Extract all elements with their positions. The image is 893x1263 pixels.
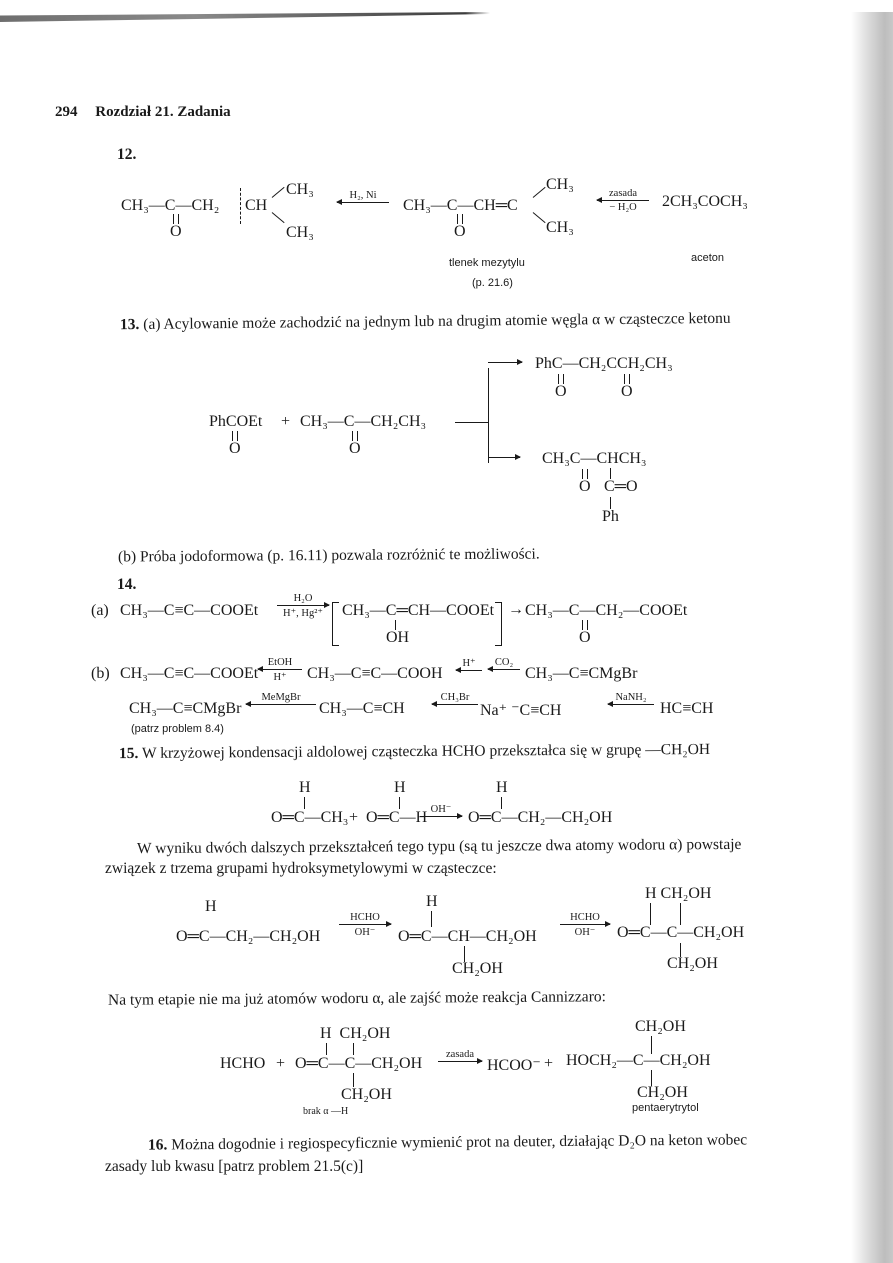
p12-cleavage-dashed-line: [240, 188, 241, 224]
chapter-title: Rozdział 21. Zadania: [95, 104, 231, 120]
p15-eq1-h3: H: [496, 779, 508, 796]
p15-eq1-bond1: [304, 797, 305, 809]
p15-eq3-bond-a: [326, 1043, 327, 1055]
p15-eq3-p1: HCOO⁻: [487, 1057, 541, 1074]
p12-mesityl-ch3-bottom: CH₃: [546, 219, 574, 236]
p13-r2-o: O: [349, 440, 361, 457]
p15-eq1-product: O═C—CH₂—CH₂OH: [468, 809, 613, 826]
p15-eq1-arrow: [420, 803, 462, 818]
p14a-enol: CH₃—C═CH—COOEt: [342, 602, 495, 619]
p15-eq1-arrow-label: OH⁻: [430, 804, 452, 815]
p15-eq2-bond-s3a: [650, 903, 651, 925]
p12-arrow-condensation: [597, 188, 649, 213]
p12-mesityl-o: O: [454, 223, 466, 240]
p15-eq3-r2-top: H CH₂OH: [320, 1025, 391, 1042]
p12-mesityl-ch3-top: CH₃: [546, 176, 574, 193]
p12-arrow2-top: zasada: [609, 188, 637, 199]
p13-p1-o2: O: [621, 383, 633, 400]
p14b-acid: CH₃—C≡C—COOH: [307, 665, 443, 682]
problem-13-text-b: (b) Próba jodoformowa (p. 16.11) pozwala rozróżnić te możliwości.: [117, 545, 540, 566]
p15-eq2-arrow2: [560, 912, 610, 938]
p14b-arrow-memgbr: [246, 692, 316, 706]
p12-product-ch3-bottom: CH₃: [286, 224, 314, 241]
p13-reactant1: PhCOEt: [209, 413, 263, 430]
p12-product-chain: CH₃—C—CH₂: [121, 197, 220, 214]
p16-text-1: Można dogodnie i regiospecyficznie wymienić prot na deuter, działając D₂O na keton wobec: [171, 1131, 748, 1154]
problem-12-number: 12.: [117, 146, 137, 163]
p13-arrow-upper: [488, 361, 522, 364]
p14b-arrow1-bottom: H⁺: [273, 672, 287, 683]
p14a-enol-oh: OH: [386, 629, 410, 646]
p14a-reactant: CH₃—C≡C—COOEt: [120, 602, 259, 619]
p15-eq3-arrow-label: zasada: [446, 1049, 474, 1060]
p13-p2-o: O: [579, 478, 591, 495]
p15-eq1-bond2: [399, 797, 400, 809]
p14b-arrow-ch3br: [432, 692, 478, 706]
p14b-propyne: CH₃—C≡CH: [319, 700, 405, 717]
p15-eq3-r2: O═C—C—CH₂OH: [295, 1055, 423, 1072]
p14b-arrow5-top: CH₃Br: [440, 692, 470, 703]
p15-eq3-plus: +: [276, 1055, 286, 1072]
p13-p2-co: C═O: [604, 478, 638, 495]
p14a-bracket-right: [495, 602, 502, 646]
p15-eq3-note-right: pentaerytrytol: [632, 1102, 699, 1114]
p12-bond-up: [272, 187, 285, 198]
p12-arrow1-label: H₂, Ni: [349, 190, 377, 201]
p14b-arrow-esterification: [258, 657, 302, 683]
p12-mesityl-ref: (p. 21.6): [472, 277, 513, 289]
p14b-arrow-nanh2: [608, 692, 654, 706]
p15-eq3-arrow: [438, 1049, 482, 1063]
p13-p1-o1: O: [555, 383, 567, 400]
p15-eq3-p2-top: CH₂OH: [635, 1018, 686, 1035]
p15-eq1-r1: O═C—CH₃: [271, 809, 349, 826]
p13-product2: CH₃C—CHCH₃: [542, 450, 647, 467]
p15-paragraph-1: W wyniku dwóch dalszych przekształceń tego typu (są tu jeszcze dwa atomy wodoru α) powstaje: [136, 835, 742, 858]
p15-eq3-r1: HCHO: [220, 1055, 266, 1072]
p12-product-ch: CH: [245, 197, 268, 214]
p15-eq1-h2: H: [394, 779, 406, 796]
p15-paragraph-1b: związek z trzema grupami hydroksymetylowymi w cząsteczce:: [105, 860, 497, 877]
p15-eq3-plus2: +: [544, 1055, 554, 1072]
p14a-label: (a): [91, 602, 109, 619]
p12-arrow-hydrogenation: [337, 190, 389, 204]
p13-r1-o: O: [229, 440, 241, 457]
p14b-acetylene: HC≡CH: [660, 700, 714, 717]
problem-16-number: 16.: [147, 1136, 168, 1154]
p13-branch-stem: [455, 422, 488, 423]
p15-eq2-s2-sub: CH₂OH: [452, 960, 503, 977]
p14b-arrow-protonation: [456, 657, 482, 672]
scan-edge-shadow: [0, 12, 490, 22]
p12-reactant: 2CH₃COCH₃: [662, 193, 748, 210]
p14b-arrow4-top: MeMgBr: [261, 692, 301, 703]
p15-eq2-bond-s3b: [680, 903, 681, 925]
p15-eq3-bond-b: [353, 1043, 354, 1055]
problem-15-number: 15.: [118, 744, 139, 763]
p14b-grignard-2: CH₃—C≡CMgBr: [129, 700, 242, 717]
p14a-bracket-left: [332, 602, 339, 646]
p15-paragraph-2: Na tym etapie nie ma już atomów wodoru α, ale zajść może reakcja Cannizzaro:: [107, 988, 606, 1009]
p14b-arrow3-top: CO₂: [494, 657, 514, 668]
p15-eq2-h2: H: [426, 893, 438, 910]
p15-eq2-h1: H: [205, 898, 217, 915]
p15-eq2-s3-top: H CH₂OH: [645, 885, 712, 902]
p13-text-a: (a) Acylowanie może zachodzić na jednym lub na drugim atomie węgla α w cząsteczce ketonu: [143, 309, 731, 333]
p14a-product-o: O: [579, 629, 591, 646]
p12-product-o: O: [170, 223, 182, 240]
problem-13-number: 13.: [119, 315, 140, 334]
p15-eq2-arrow1: [339, 912, 391, 938]
p12-bond-down: [272, 212, 285, 223]
p15-eq3-p2: HOCH₂—C—CH₂OH: [566, 1052, 711, 1069]
p12-arrow2-bottom: − H₂O: [609, 202, 637, 213]
p14b-ester: CH₃—C≡C—COOEt: [120, 665, 259, 682]
p12-mesityl-name: tlenek mezytylu: [449, 257, 525, 269]
p13-reactant2: CH₃—C—CH₂CH₃: [300, 413, 427, 430]
p14b-arrow1-top: EtOH: [267, 657, 293, 668]
p15-eq3-p2-sub: CH₂OH: [637, 1084, 688, 1101]
page-header: [55, 104, 231, 121]
problem-16-text-1: [148, 1131, 747, 1154]
p13-branch-vertical: [488, 368, 489, 463]
p15-eq2-s3: O═C—C—CH₂OH: [617, 924, 745, 941]
p12-mesityl-bond-up: [533, 187, 546, 198]
problem-15-intro: [119, 741, 710, 763]
p15-eq1-r2: O═C—H: [366, 809, 428, 826]
p12-product-ch3-top: CH₃: [286, 181, 314, 198]
p14a-arrow-hydration: [277, 593, 329, 619]
p14b-arrow6-top: NaNH₂: [615, 692, 647, 703]
p13-arrow-lower: [488, 456, 520, 459]
p15-eq3-bond-c: [353, 1073, 354, 1087]
p13-plus: +: [281, 413, 291, 430]
p14a-arrow-bottom: H⁺, Hg²⁺: [283, 608, 323, 619]
p15-eq2-arrow1-bottom: OH⁻: [354, 927, 376, 938]
p12-reactant-name: aceton: [691, 252, 725, 264]
p15-eq2-s1: O═C—CH₂—CH₂OH: [176, 928, 321, 945]
p13-product1: PhC—CH₂CCH₂CH₃: [535, 355, 673, 372]
scan-binding-shadow: [851, 12, 893, 1263]
p15-eq2-arrow2-top: HCHO: [570, 912, 600, 923]
p15-eq1-h1: H: [299, 779, 311, 796]
p15-eq1-plus: +: [349, 809, 359, 826]
p14b-arrow-carboxylation: [488, 657, 520, 671]
p14b-grignard: CH₃—C≡CMgBr: [525, 665, 638, 682]
p14a-arrow-tautomer: →: [508, 601, 524, 618]
p14b-label: (b): [91, 665, 110, 682]
p15-intro-text: W krzyżowej kondensacji aldolowej cząsteczka HCHO przekształca się w grupę —CH₂OH: [141, 740, 711, 762]
p14a-arrow-top: H₂O: [293, 593, 313, 604]
problem-13-text-a: [120, 310, 731, 334]
p15-eq1-bond3: [501, 797, 502, 809]
p14a-product: CH₃—C—CH₂—COOEt: [525, 602, 688, 619]
p15-eq2-arrow2-bottom: OH⁻: [574, 927, 596, 938]
problem-16-text-2: zasady lub kwasu [patrz problem 21.5(c)]: [105, 1158, 364, 1175]
p14b-arrow2-top: H⁺: [462, 658, 476, 669]
p14b-note: (patrz problem 8.4): [131, 723, 224, 735]
p15-eq2-s2: O═C—CH—CH₂OH: [398, 928, 537, 945]
p15-eq2-bond-h2: [431, 911, 432, 927]
p13-p2-ph: Ph: [602, 508, 619, 525]
p12-mesityl-bond-down: [533, 212, 546, 223]
p15-eq3-r2-sub: CH₂OH: [341, 1086, 392, 1103]
problem-14-number: 14.: [117, 576, 137, 593]
p14b-acetylide: Na⁺ ⁻C≡CH: [480, 702, 562, 719]
p15-eq2-s3-sub: CH₂OH: [667, 955, 718, 972]
page-number: 294: [55, 104, 78, 120]
p15-eq3-note-left: brak α —H: [303, 1106, 349, 1117]
p15-eq2-arrow1-top: HCHO: [350, 912, 380, 923]
p12-mesityl-chain: CH₃—C—CH═C: [403, 197, 518, 214]
